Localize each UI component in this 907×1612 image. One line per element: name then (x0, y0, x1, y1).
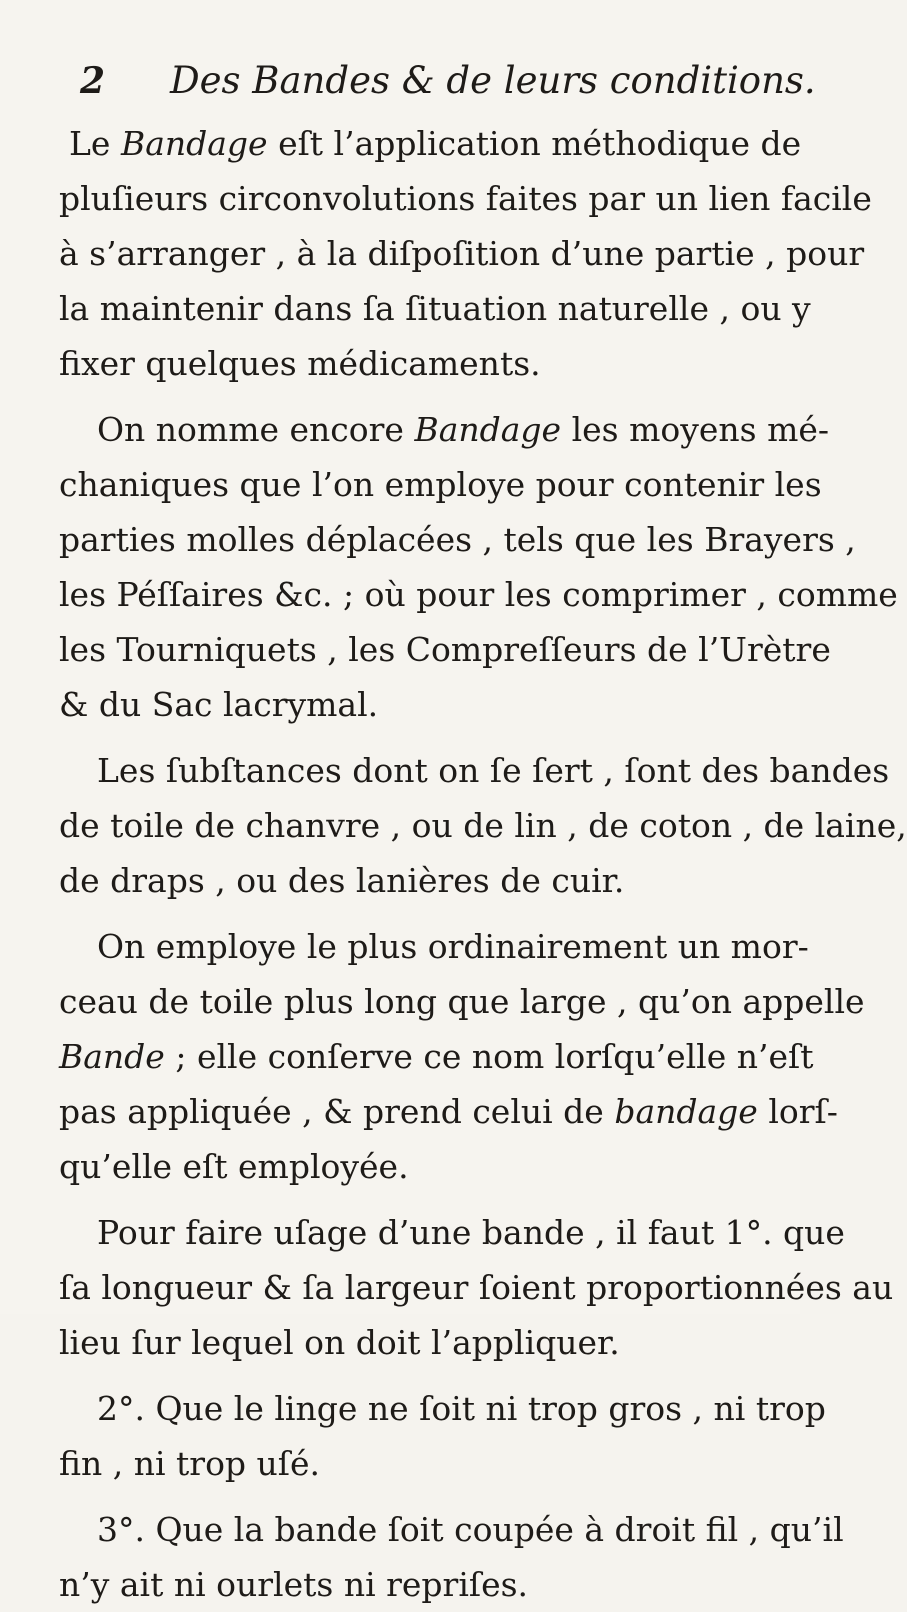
text-run: à s’arranger , à la diſpoſition d’une partie , pour (59, 234, 865, 273)
text-line (59, 336, 759, 391)
paragraph-gap (59, 391, 759, 402)
text-line (59, 281, 811, 336)
text-line (59, 171, 872, 226)
text-run: 2°. Que le linge ne ſoit ni trop gros , ni trop (97, 1389, 826, 1428)
page-number: 2 (80, 60, 106, 102)
paragraph (59, 919, 865, 1194)
text-run: chaniques que l’on employe pour contenir les (59, 465, 822, 504)
text-run: pas appliquée , & prend celui de (59, 1092, 615, 1131)
text-run: pluſieurs circonvolutions faites par un lien facile (59, 179, 872, 218)
text-run: On nomme encore (97, 410, 415, 449)
text-run: ; elle conſerve ce nom lorſqu’elle n’eſt (164, 1037, 814, 1076)
text-run: les Tourniquets , les Compreſſeurs de l’Urètre (59, 630, 831, 669)
text-run: On employe le plus ordinairement un mor- (97, 927, 809, 966)
text-run: lorſ- (757, 1092, 838, 1131)
paragraph (59, 402, 898, 732)
text-line (59, 974, 865, 1029)
paragraph-gap (59, 908, 759, 919)
text-line (59, 1436, 759, 1491)
text-line (59, 743, 890, 798)
text-run: Pour faire uſage d’une bande , il faut 1°. que (97, 1213, 845, 1252)
text-line (59, 1315, 759, 1370)
paragraph (59, 743, 907, 908)
text-line (59, 1205, 845, 1260)
paragraph (59, 1502, 844, 1612)
paragraph-gap (59, 1370, 759, 1381)
text-line (59, 116, 802, 171)
text-run: & du Sac lacrymal. (59, 685, 379, 724)
text-line (59, 798, 907, 853)
text-line (59, 226, 865, 281)
text-line (59, 1502, 844, 1557)
text-run: fixer quelques médicaments. (59, 344, 541, 383)
text-run: lieu ſur lequel on doit l’appliquer. (59, 1323, 620, 1362)
text-run: qu’elle eſt employée. (59, 1147, 409, 1186)
body-text (59, 116, 907, 1612)
text-line (59, 677, 759, 732)
paragraph-gap (59, 732, 759, 743)
text-line (59, 1557, 759, 1612)
text-line (59, 622, 831, 677)
text-run: fin , ni trop uſé. (59, 1444, 321, 1483)
text-run: ſa longueur & ſa largeur ſoient proportionnées au (59, 1268, 894, 1307)
page-header (48, 50, 816, 110)
text-line (59, 1084, 838, 1139)
text-line (59, 853, 759, 908)
running-head: Des Bandes & de leurs conditions. (170, 59, 816, 102)
text-run: ceau de toile plus long que large , qu’on appelle (59, 982, 865, 1021)
text-run: n’y ait ni ourlets ni repriſes. (59, 1565, 529, 1604)
text-line (59, 457, 822, 512)
paragraph (59, 116, 872, 391)
italic-term: Bandage (414, 410, 562, 449)
text-run: de draps , ou des lanières de cuir. (59, 861, 625, 900)
text-line (59, 402, 830, 457)
text-line (59, 919, 809, 974)
paragraph-gap (59, 1194, 759, 1205)
text-run: les moyens mé- (561, 410, 830, 449)
text-line (59, 1260, 894, 1315)
text-run: parties molles déplacées , tels que les Brayers , (59, 520, 856, 559)
paragraph-gap (59, 1491, 759, 1502)
text-line (59, 567, 898, 622)
text-line (59, 1381, 826, 1436)
text-run: la maintenir dans ſa ſituation naturelle , ou y (59, 289, 811, 328)
italic-term: Bandage (120, 124, 268, 163)
paragraph (59, 1381, 826, 1491)
paragraph (59, 1205, 894, 1370)
italic-term: bandage (614, 1092, 758, 1131)
text-run: eſt l’application méthodique de (267, 124, 802, 163)
text-run: 3°. Que la bande ſoit coupée à droit fil , qu’il (97, 1510, 844, 1549)
italic-term: Bande (59, 1037, 165, 1076)
text-line (59, 512, 856, 567)
text-run: Les ſubſtances dont on ſe ſert , ſont des bandes (97, 751, 890, 790)
text-run: les Péſſaires &c. ; où pour les comprimer , comme (59, 575, 898, 614)
text-run: Le (69, 124, 121, 163)
text-line (59, 1029, 814, 1084)
text-line (59, 1139, 759, 1194)
text-run: de toile de chanvre , ou de lin , de coton , de laine, (59, 806, 907, 845)
